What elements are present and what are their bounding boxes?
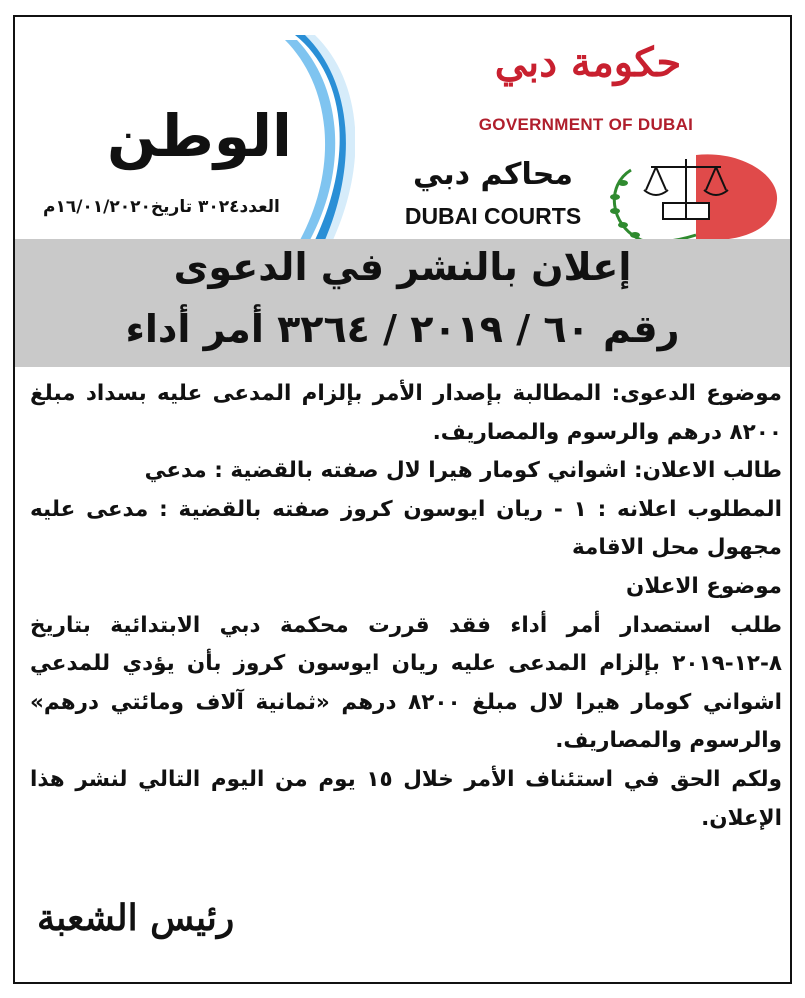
body-paragraph: المطلوب اعلانه : ١ - ريان ايوسون كروز صفته بالقضية : مدعى عليه مجهول محل الاقامة	[30, 496, 782, 561]
case-number: رقم ٦٠ / ٢٠١٩ / ٣٢٦٤ أمر أداء	[125, 307, 680, 351]
courts-name-english: DUBAI COURTS	[404, 203, 582, 229]
scales-of-justice-icon	[601, 145, 779, 245]
body-paragraph: موضوع الاعلان	[626, 573, 782, 599]
notice-title: إعلان بالنشر في الدعوى	[173, 245, 632, 289]
notice-body	[30, 375, 782, 838]
body-paragraph: طالب الاعلان: اشواني كومار هيرا لال صفته بالقضية : مدعي	[144, 458, 782, 484]
body-paragraph: طلب استصدار أمر أداء فقد قررت محكمة دبي الابتدائية بتاريخ ٨-١٢-٢٠١٩ بإلزام المدعى عليه ريان ايوسون كروز بأن يؤدي للمدعي اشواني كومار هيرا لال مبلغ ٨٢٠٠ درهم «ثمانية آلاف ومائتي درهم» والرسوم والمصاريف.	[30, 612, 782, 754]
title-band	[15, 239, 790, 367]
newspaper-swoosh-logo	[285, 35, 355, 240]
body-paragraph: موضوع الدعوى: المطالبة بإصدار الأمر بإلزام المدعى عليه بسداد مبلغ ٨٢٠٠ درهم والرسوم والمصاريف.	[30, 381, 782, 445]
government-name-english: GOVERNMENT OF DUBAI	[478, 115, 694, 134]
newspaper-name: الوطن	[107, 102, 292, 170]
issue-line: العدد٣٠٢٤ تاريخ١٦/٠١/٢٠٢٠م	[43, 197, 280, 217]
notice-header	[15, 17, 790, 239]
courts-name-arabic: محاكم دبي	[413, 157, 573, 192]
signature-title: رئيس الشعبة	[37, 897, 235, 939]
body-paragraph: ولكم الحق في استئناف الأمر خلال ١٥ يوم من اليوم التالي لنشر هذا الإعلان.	[30, 766, 782, 831]
government-name-arabic: حكومة دبي	[494, 39, 682, 86]
notice-frame	[13, 15, 792, 984]
